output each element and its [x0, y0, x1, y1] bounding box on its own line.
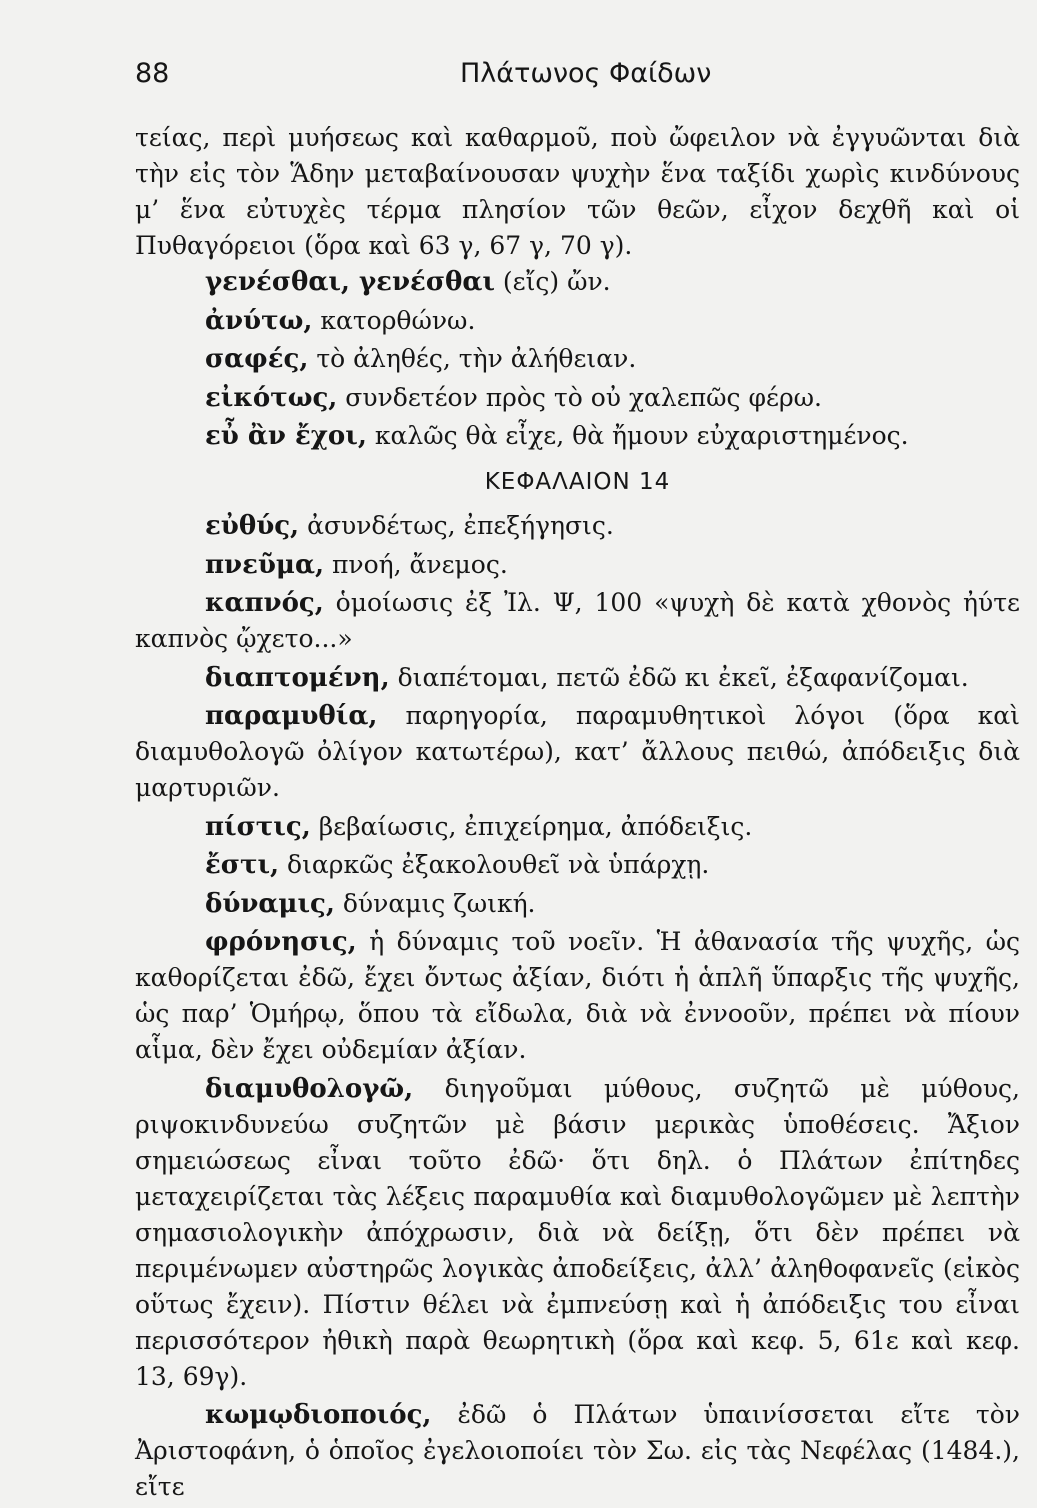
entry-headword: ἔστι,	[205, 850, 280, 880]
glossary-entries-before	[135, 264, 1020, 454]
entry-headword: διαπτομένη,	[205, 662, 390, 693]
entry-definition: διαρκῶς ἐξακολουθεῖ νὰ ὑπάρχῃ.	[279, 850, 710, 879]
entry-definition: συνδετέον πρὸς τὸ οὐ χαλεπῶς φέρω.	[337, 382, 822, 412]
glossary-entry	[135, 886, 1020, 922]
entry-headword: καπνός,	[205, 588, 324, 618]
entry-definition: τὸ ἀληθές, τὴν ἀλήθειαν.	[308, 344, 637, 373]
entry-headword: κωμῳδιοποιός,	[205, 1400, 432, 1430]
running-title: Πλάτωνος Φαίδων	[460, 58, 712, 89]
entry-headword: εὖ ἂν ἔχοι,	[205, 421, 367, 451]
intro-paragraph: τείας, περὶ μυήσεως καὶ καθαρμοῦ, ποὺ ὤφειλον νὰ ἐγγυῶνται διὰ τὴν εἰς τὸν Ἅδην μεταβαίνουσαν ψυχὴν ἕνα ταξίδι χωρὶς κινδύνους μ’ ἕνα εὐτυχὲς τέρμα πλησίον τῶν θεῶν, εἶχον δεχθῆ καὶ οἱ Πυθαγόρειοι (ὅρα καὶ 63 γ, 67 γ, 70 γ).	[135, 123, 1020, 260]
glossary-entry	[135, 264, 1020, 300]
entry-definition: ἀσυνδέτως, ἐπεξήγησις.	[299, 511, 614, 540]
glossary-entry	[135, 924, 1020, 1068]
entry-definition: δύναμις ζωική.	[334, 888, 536, 918]
entry-headword: γενέσθαι, γενέσθαι	[205, 267, 495, 297]
glossary-entry	[135, 1071, 1020, 1395]
entry-headword: εἰκότως,	[205, 382, 338, 413]
glossary-entry	[135, 660, 1020, 696]
entry-definition: ὁμοίωσις ἐξ Ἰλ. Ψ, 100 «ψυχὴ δὲ κατὰ χθονὸς ἠύτε καπνὸς ᾤχετο...»	[135, 588, 1020, 653]
entry-headword: σαφές,	[205, 344, 309, 374]
glossary-entry	[135, 698, 1020, 806]
entry-definition: καλῶς θὰ εἶχε, θὰ ἤμουν εὐχαριστημένος.	[366, 421, 909, 450]
entry-headword: παραμυθία,	[205, 701, 378, 731]
page-header	[135, 58, 1020, 98]
glossary-entry	[135, 847, 1020, 883]
entry-definition: (εἴς) ὤν.	[494, 267, 611, 296]
glossary-entries-after	[135, 508, 1020, 1505]
entry-definition: κατορθώνω.	[312, 305, 476, 335]
page-body	[135, 120, 1020, 1508]
entry-definition: ἐδῶ ὁ Πλάτων ὑπαινίσσεται εἴτε τὸν Ἀριστοφάνη, ὁ ὁποῖος ἐγελοιοποίει τὸν Σω. εἰς τὰς Νεφέλας (1484.), εἴτε	[135, 1400, 1020, 1501]
entry-headword: πνεῦμα,	[205, 549, 325, 580]
entry-definition: βεβαίωσις, ἐπιχείρημα, ἀπόδειξις.	[310, 811, 753, 841]
glossary-entry	[135, 809, 1020, 845]
glossary-entry	[135, 418, 1020, 454]
glossary-entry	[135, 1397, 1020, 1505]
entry-headword: φρόνησις,	[205, 927, 357, 957]
entry-headword: πίστις,	[205, 811, 311, 842]
glossary-entry	[135, 508, 1020, 544]
entry-headword: ἀνύτω,	[205, 305, 313, 336]
entry-definition: παρηγορία, παραμυθητικοὶ λόγοι (ὅρα καὶ διαμυθολογῶ ὀλίγον κατωτέρω), κατ’ ἄλλους πειθώ, ἀπόδειξις διὰ μαρτυριῶν.	[135, 701, 1020, 802]
entry-definition: πνοή, ἄνεμος.	[324, 549, 508, 579]
entry-headword: διαμυθολογῶ,	[205, 1073, 414, 1104]
entry-headword: δύναμις,	[205, 888, 335, 919]
glossary-entry	[135, 585, 1020, 657]
entry-definition: διηγοῦμαι μύθους, συζητῶ μὲ μύθους, ριψοκινδυνεύω συζητῶν μὲ βάσιν μερικὰς ὑποθέσεις. Ἄξιον σημειώσεως εἶναι τοῦτο ἐδῶ· ὅτι δηλ. ὁ Πλάτων ἐπίτηδες μεταχειρίζεται τὰς λέξεις παραμυθία καὶ διαμυθολογῶμεν μὲ λεπτὴν σημασιολογικὴν ἀπόχρωσιν, διὰ νὰ δείξῃ, ὅτι δὲν πρέπει νὰ περιμένωμεν αὐστηρῶς λογικὰς ἀποδείξεις, ἀλλ’ ἀληθοφανεῖς (εἰκὸς οὕτως ἔχειν). Πίστιν θέλει νὰ ἐμπνεύσῃ καὶ ἡ ἀπόδειξις του εἶναι περισσότερον ἠθικὴ παρὰ θεωρητικὴ (ὅρα καὶ κεφ. 5, 61ε καὶ κεφ. 13, 69γ).	[135, 1073, 1020, 1391]
entry-definition: διαπέτομαι, πετῶ ἐδῶ κι ἐκεῖ, ἐξαφανίζομαι.	[389, 662, 969, 692]
entry-definition: ἡ δύναμις τοῦ νοεῖν. Ἡ ἀθανασία τῆς ψυχῆς, ὡς καθορίζεται ἐδῶ, ἔχει ὄντως ἀξίαν, διότι ἡ ἁπλῆ ὕπαρξις τῆς ψυχῆς, ὡς παρ’ Ὁμήρῳ, ὅπου τὰ εἴδωλα, διὰ νὰ ἐννοοῦν, πρέπει νὰ πίουν αἷμα, δὲν ἔχει οὐδεμίαν ἀξίαν.	[135, 927, 1020, 1064]
glossary-entry	[135, 547, 1020, 583]
chapter-heading: ΚΕΦΑΛΑΙΟΝ 14	[484, 469, 671, 495]
glossary-entry	[135, 303, 1020, 339]
entry-headword: εὐθύς,	[205, 511, 300, 541]
page-number: 88	[135, 58, 170, 89]
glossary-entry	[135, 380, 1020, 416]
glossary-entry	[135, 341, 1020, 377]
